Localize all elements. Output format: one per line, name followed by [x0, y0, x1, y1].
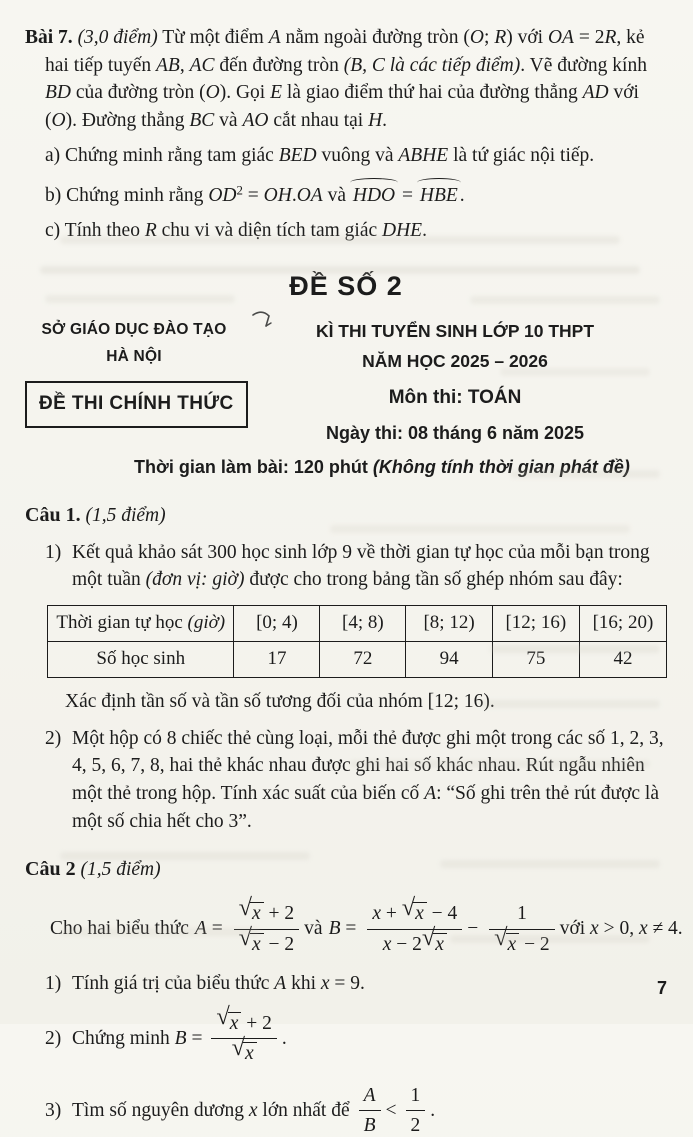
issuer-city: HÀ NỘI [106, 348, 162, 366]
handwritten-mark [250, 306, 280, 334]
fraction-denominator: 2 [410, 1114, 421, 1136]
fraction-a [234, 902, 299, 956]
period: . [281, 1027, 287, 1049]
date-line: Ngày thi: 08 tháng 6 năm 2025 [325, 422, 585, 443]
after-table-note: Xác định tần số và tần số tương đối của nhóm [12; 16). [65, 690, 495, 712]
cau2-formula-line [50, 898, 683, 960]
fraction-numerator: √ x + 2 [234, 902, 299, 928]
item-number: 3) [45, 1099, 62, 1121]
table-row [48, 641, 667, 677]
bai7-item-a: a) Chứng minh rằng tam giác BED vuông và ABHE là tứ giác nội tiếp. [45, 144, 595, 166]
fraction-b2 [489, 902, 554, 956]
table-cell: 72 [320, 641, 406, 677]
table-header-cell: [0; 4) [234, 605, 320, 641]
school-year: NĂM HỌC 2025 – 2026 [362, 350, 548, 371]
cau2-heading [25, 855, 667, 884]
duration-line [25, 455, 667, 481]
cau1-points: (1,5 điểm) [85, 504, 166, 526]
page-number: 7 [656, 978, 667, 998]
table-cell: 17 [234, 641, 320, 677]
exam-info-block [243, 319, 667, 446]
duration-main: Thời gian làm bài: 120 phút [134, 457, 368, 478]
cau2-intro: Cho hai biểu thức [50, 918, 189, 940]
cau2-item1-text: Tính giá trị của biểu thức A khi x = 9. [72, 973, 365, 995]
cau1-label: Câu 1. [25, 503, 81, 526]
table-header-cell: [8; 12) [406, 605, 492, 641]
cau2-item2 [45, 1012, 667, 1066]
cau1-item1 [45, 539, 667, 594]
subject-line: Môn thi: TOÁN [388, 386, 522, 408]
period: . [430, 1099, 436, 1121]
fraction-one-half [406, 1084, 426, 1137]
formula-b-lhs: B = [328, 918, 357, 940]
table-cell: Số học sinh [48, 641, 234, 677]
cau2-item3 [45, 1084, 667, 1137]
exam-number-title: ĐỀ SỐ 2 [289, 270, 403, 301]
table-header-cell: [16; 20) [579, 605, 666, 641]
item-number: 2) [45, 727, 62, 749]
cau2-item2-text: Chứng minh B = [72, 1027, 203, 1049]
cau2-label: Câu 2 [25, 858, 76, 881]
fraction-denominator: √ x − 2 [489, 930, 554, 956]
and-label: và [304, 918, 323, 940]
table-row [48, 605, 667, 641]
less-than-operator: < [385, 1099, 397, 1121]
cau1-item2 [45, 725, 667, 836]
table-cell: 42 [579, 641, 666, 677]
table-cell: 94 [406, 641, 492, 677]
bai7-paragraph [25, 24, 667, 135]
duration-note: (Không tính thời gian phát đề) [372, 457, 630, 478]
issuer-name: SỞ GIÁO DỤC ĐÀO TẠO [41, 321, 227, 339]
frequency-table [47, 605, 667, 678]
fraction-b-simplified [211, 1012, 276, 1066]
minus-operator: − [467, 918, 479, 940]
bai7-points: (3,0 điểm) [77, 27, 158, 48]
fraction-numerator: x + √ x − 4 [367, 902, 462, 928]
fraction-a-over-b [359, 1084, 381, 1137]
fraction-b1 [367, 902, 462, 956]
exam-header [25, 319, 667, 446]
official-exam-box: ĐỀ THI CHÍNH THỨC [25, 381, 248, 428]
fraction-numerator: √ x + 2 [211, 1012, 276, 1038]
table-header-cell: [12; 16) [492, 605, 579, 641]
fraction-numerator: 1 [410, 1084, 421, 1106]
item-number: 2) [45, 1027, 62, 1049]
bai7-body: Từ một điểm A nằm ngoài đường tròn (O; R) với OA = 2R, kẻ hai tiếp tuyến AB, AC đến đường tròn (B, C là các tiếp điểm). Vẽ đường kính BD của đường tròn (O). Gọi E là giao điểm thứ hai của đường thẳng AD với (O). Đường thẳng BC và AO cắt nhau tại H. [45, 27, 647, 132]
table-header-cell: Thời gian tự học (giờ) [48, 605, 234, 641]
bai7-label: Bài 7. [25, 27, 73, 48]
fraction-denominator: √ x [211, 1039, 276, 1065]
fraction-numerator: A [363, 1084, 376, 1106]
table-cell: 75 [492, 641, 579, 677]
fraction-denominator: x − 2 √ x [367, 930, 462, 956]
item-number: 1) [45, 973, 62, 995]
cau2-points: (1,5 điểm) [80, 859, 161, 881]
bai7-item-b: b) Chứng minh rằng $OD^2 = OH.OA$ và HDO = HBE . [45, 176, 667, 210]
formula-a-lhs: A = [194, 918, 223, 940]
condition-text: với x > 0, x ≠ 4. [559, 918, 683, 940]
cau1-heading [25, 501, 667, 530]
table-header-cell: [4; 8) [320, 605, 406, 641]
fraction-numerator: 1 [517, 903, 527, 925]
bai7-item-c: c) Tính theo R chu vi và diện tích tam giác DHE. [45, 220, 427, 242]
cau1-item1-text: Kết quả khảo sát 300 học sinh lớp 9 về thời gian tự học của mỗi bạn trong một tuần (đơn vị: giờ) được cho trong bảng tần số ghép nhóm sau đây: [72, 541, 650, 591]
item-number: 1) [45, 541, 62, 563]
cau2-item3-text: Tìm số nguyên dương x lớn nhất để [72, 1099, 350, 1121]
cau1-item2-text: Một hộp có 8 chiếc thẻ cùng loại, mỗi thẻ được ghi một trong các số 1, 2, 3, 4, 5, 6, 7, 8, hai thẻ khác nhau được ghi hai số khác nhau. Rút ngẫu nhiên một thẻ trong hộp. Tính xác suất của biến cố A: “Số ghi trên thẻ rút được là một số chia hết cho 3”. [72, 727, 664, 832]
cau2-item1 [45, 970, 667, 998]
fraction-denominator: √ x − 2 [234, 930, 299, 956]
fraction-denominator: B [363, 1114, 376, 1136]
exam-name: KÌ THI TUYỂN SINH LỚP 10 THPT [315, 321, 595, 342]
issuer-block [25, 319, 243, 446]
